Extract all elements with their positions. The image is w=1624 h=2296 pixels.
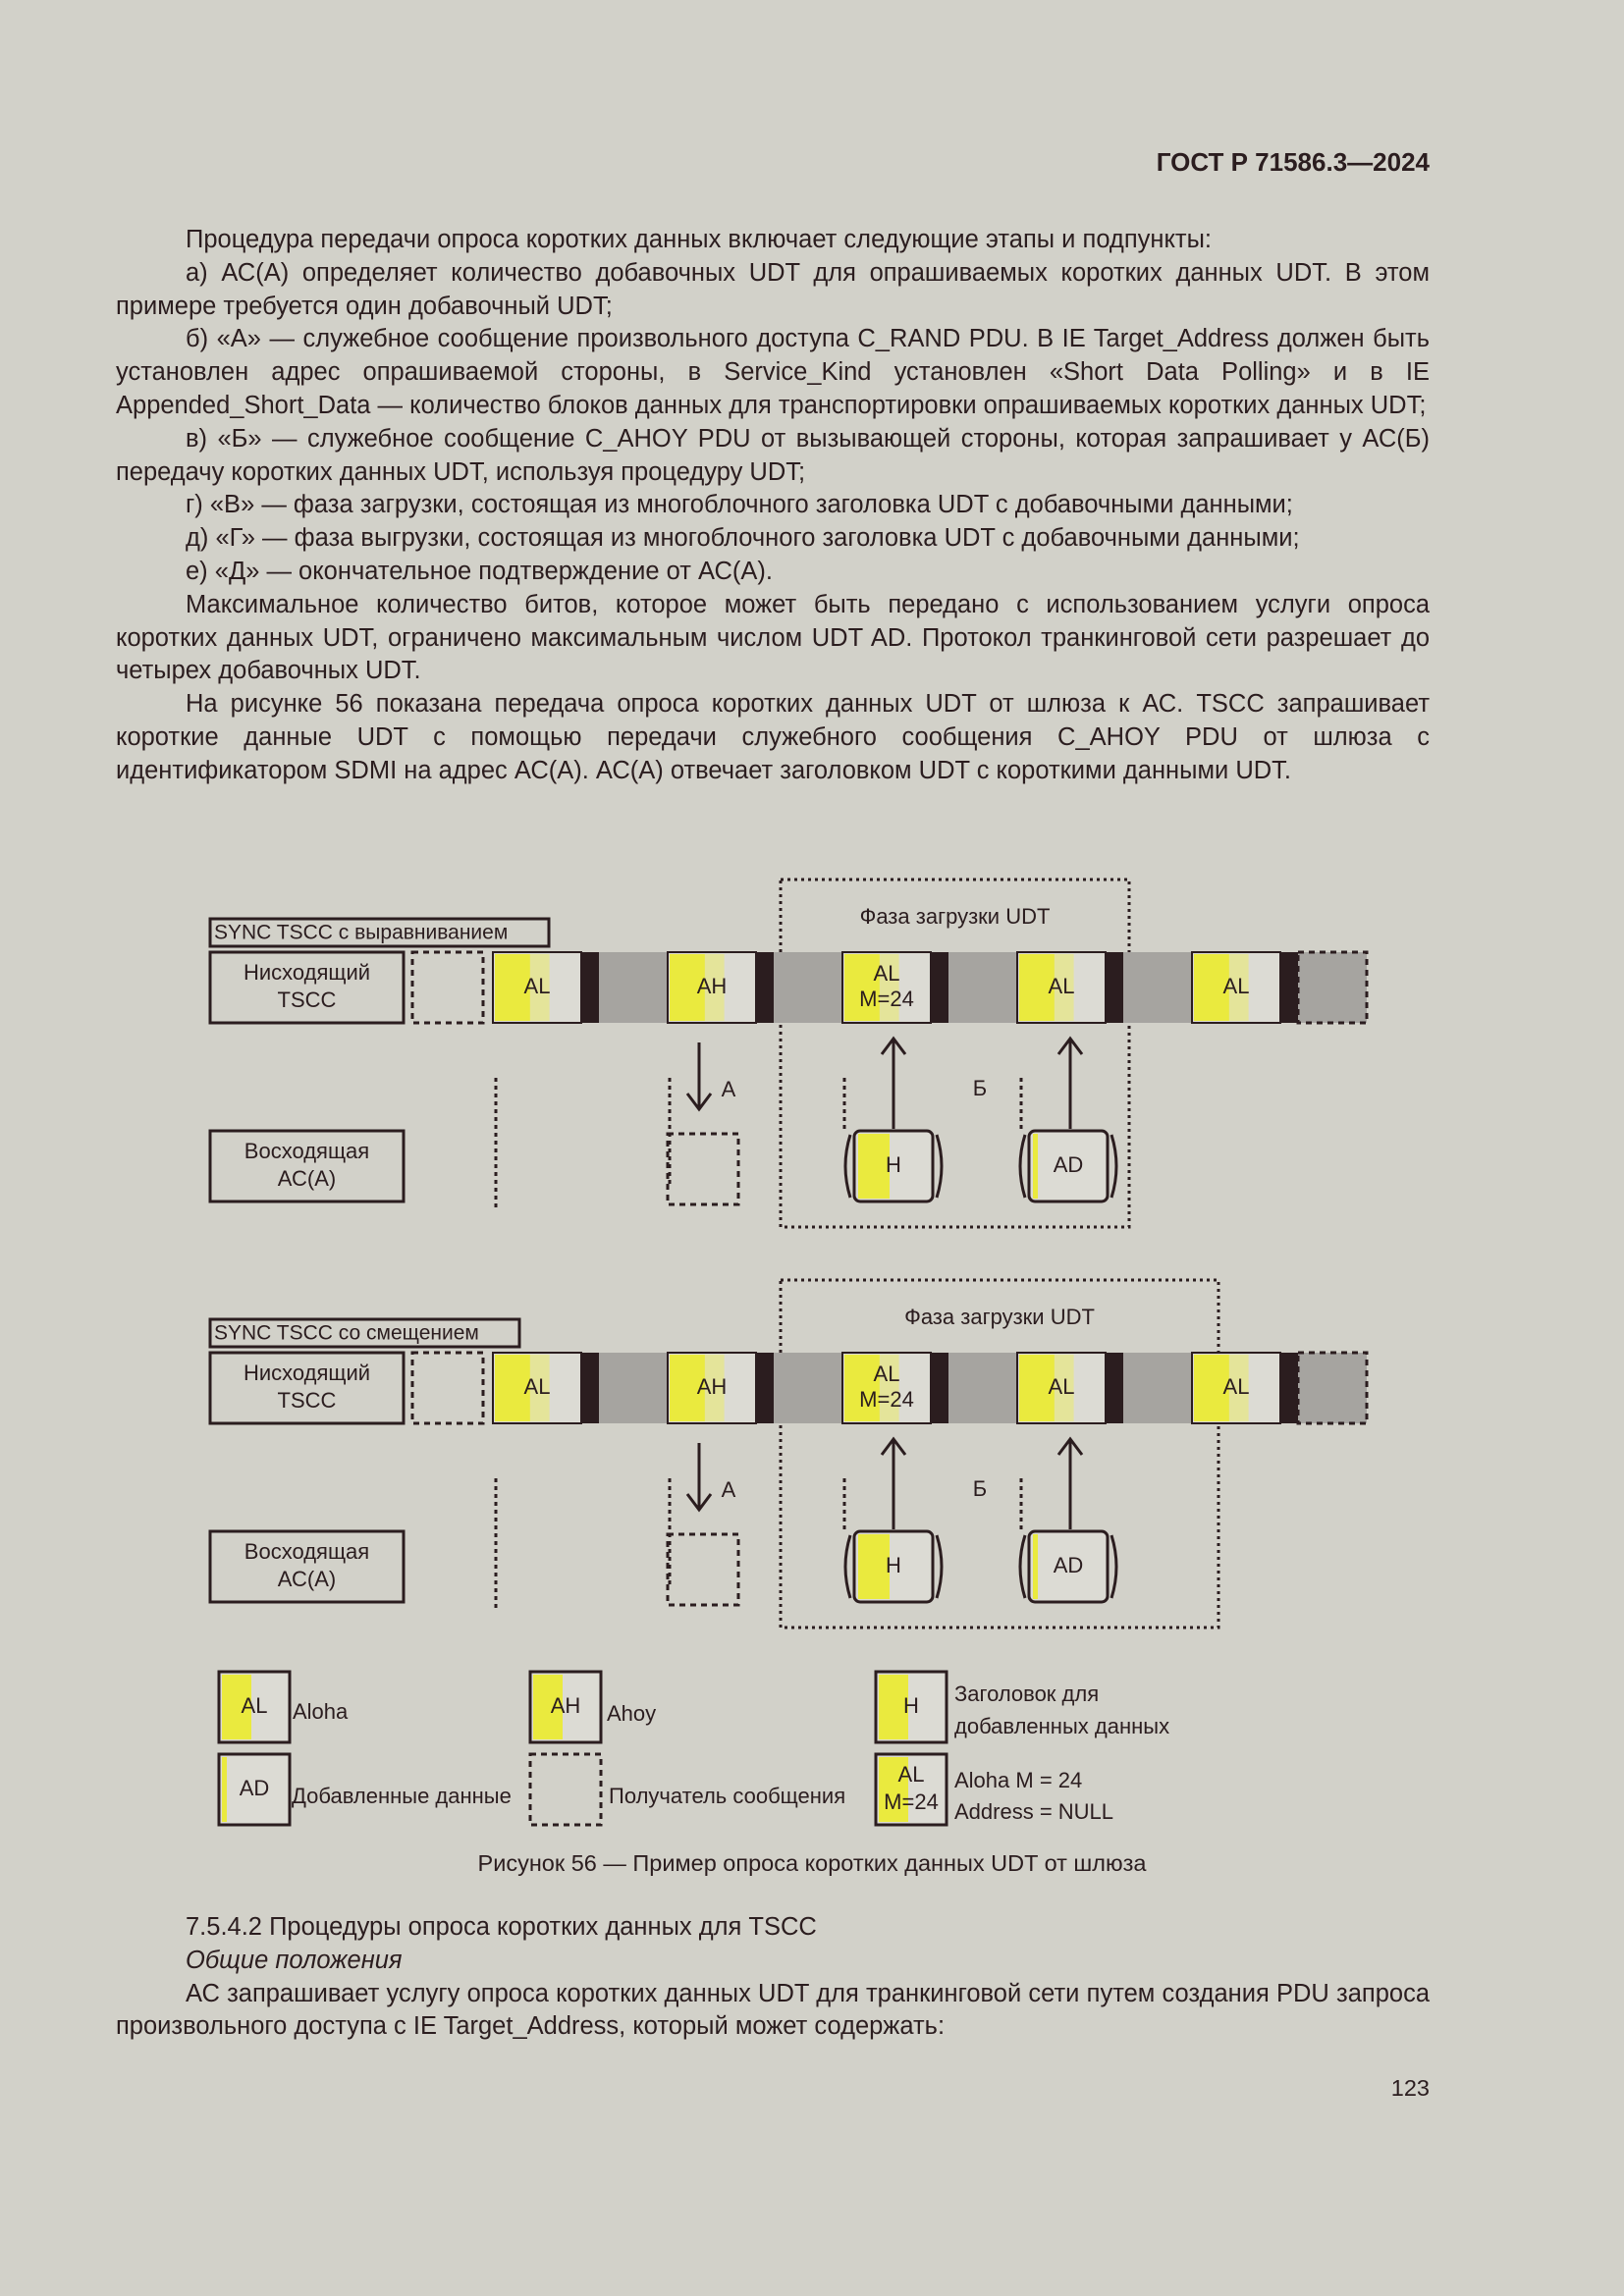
section-7-5-4-2 (116, 1911, 1430, 2044)
burst-label: AL (1222, 1373, 1250, 1399)
sync-block (1106, 1353, 1123, 1423)
sync-block (1280, 952, 1298, 1023)
marker-b: Б (972, 1075, 988, 1100)
uplink-h-label: H (886, 1151, 901, 1177)
uplink-label-text: Восходящая (244, 1538, 370, 1564)
uplink-ad-label: AD (1053, 1151, 1084, 1177)
uplink-h-label: H (886, 1552, 901, 1577)
page-number: 123 (1390, 2075, 1430, 2101)
legend-header-1: Заголовок для (954, 1681, 1100, 1706)
document-id: ГОСТ Р 71586.3—2024 (1156, 147, 1430, 177)
sync-block (581, 952, 599, 1023)
uplink-h-ramp-right (937, 1135, 942, 1198)
phase-label: Фаза загрузки UDT (904, 1304, 1095, 1329)
legend-box-label: AH (550, 1692, 581, 1718)
recipient-box (668, 1134, 738, 1204)
sync-block (756, 952, 774, 1023)
uplink-label-text: АС(А) (277, 1566, 337, 1591)
legend-box-label: AD (239, 1775, 270, 1800)
legend-yellow (222, 1757, 227, 1822)
list-item: б) «А» — служебное сообщение произвольного доступа C_RAND PDU. В IE Target_Address должен быть установлен адрес опрашиваемой стороны, в Service_Kind установлен «Short Data Polling» и в IE Appended_Short_Data — количество блоков данных для транспортировки опрашиваемых коротких данных UDT; (116, 325, 1430, 419)
legend-appended: Добавленные данные (292, 1783, 512, 1808)
list-item: а) АС(А) определяет количество добавочных UDT для опрашиваемых коротких данных UDT. В этом примере требуется один добавочный UDT; (116, 258, 1430, 320)
uplink-ad-yellow (1033, 1534, 1038, 1599)
empty-slot (412, 952, 483, 1023)
list-item: в) «Б» — служебное сообщение C_AHOY PDU от вызывающей стороны, которая запрашивает у АС(Б) передачу коротких данных UDT, используя процедуру UDT; (116, 424, 1430, 486)
uplink-ad-ramp-right (1111, 1135, 1116, 1198)
sync-block (931, 1353, 948, 1423)
legend-box-label: AL (241, 1692, 268, 1718)
sync-block (931, 952, 948, 1023)
legend-aloha: Aloha (293, 1698, 349, 1724)
idle-burst (599, 952, 668, 1023)
burst-label: AL (1048, 1373, 1075, 1399)
paragraph: АС запрашивает услугу опроса коротких данных UDT для транкинговой сети путем создания PDU запроса произвольного доступа с IE Target_Address, который может содержать: (116, 1979, 1430, 2041)
paragraph: Максимальное количество битов, которое может быть передано с использованием услуги опроса коротких данных UDT, ограничено максимальным числом UDT AD. Протокол транкинговой сети разрешает до четырех добавочных UDT. (116, 590, 1430, 685)
legend-box-label: M=24 (884, 1789, 939, 1814)
legend (187, 1644, 1384, 1841)
idle-burst (1298, 1353, 1367, 1423)
downlink-label-text: TSCC (277, 987, 337, 1012)
sync-block (756, 1353, 774, 1423)
uplink-label-text: Восходящая (244, 1138, 370, 1163)
legend-m24-1: Aloha M = 24 (954, 1767, 1083, 1792)
legend-box-label: H (903, 1692, 919, 1718)
uplink-h-ramp-left (845, 1135, 850, 1198)
list-item: г) «В» — фаза загрузки, состоящая из многоблочного заголовка UDT с добавочными данными; (186, 491, 1293, 519)
uplink-h-ramp-right (937, 1535, 942, 1598)
phase-label: Фаза загрузки UDT (859, 903, 1051, 929)
uplink-ad-ramp-right (1111, 1535, 1116, 1598)
section-subheading: Общие положения (186, 1946, 403, 1974)
diagram-aligned (187, 864, 1384, 1256)
list-item: е) «Д» — окончательное подтверждение от АС(А). (186, 557, 773, 585)
paragraph: Процедура передачи опроса коротких данных включает следующие этапы и подпункты: (186, 226, 1212, 253)
burst-label: M=24 (859, 1386, 914, 1412)
intro-text (116, 224, 1430, 788)
uplink-label-text: АС(А) (277, 1165, 337, 1191)
uplink-ad-ramp-left (1020, 1535, 1025, 1598)
figure-56 (187, 864, 1384, 1865)
uplink-ad-yellow (1033, 1134, 1038, 1199)
burst-label: AL (523, 1373, 551, 1399)
sync-title: SYNC TSCC со смещением (214, 1321, 479, 1345)
diagram-offset (187, 1264, 1384, 1657)
idle-burst (1123, 1353, 1192, 1423)
recipient-box (668, 1534, 738, 1605)
burst-label: M=24 (859, 986, 914, 1011)
downlink-label-text: TSCC (277, 1387, 337, 1413)
idle-burst (774, 1353, 842, 1423)
idle-burst (948, 952, 1017, 1023)
sync-block (581, 1353, 599, 1423)
idle-burst (1298, 952, 1367, 1023)
list-item: д) «Г» — фаза выгрузки, состоящая из многоблочного заголовка UDT с добавочными данными; (186, 524, 1300, 553)
burst-label: AH (696, 973, 728, 998)
downlink-label-text: Нисходящий (243, 1360, 371, 1385)
burst-label: AL (1222, 973, 1250, 998)
idle-burst (774, 952, 842, 1023)
uplink-ad-ramp-left (1020, 1135, 1025, 1198)
burst-label: AL (873, 960, 900, 986)
downlink-label-text: Нисходящий (243, 959, 371, 985)
marker-a: А (721, 1076, 736, 1101)
legend-recipient: Получатель сообщения (609, 1783, 846, 1808)
figure-caption: Рисунок 56 — Пример опроса коротких данных UDT от шлюза (477, 1850, 1147, 1876)
legend-recipient-box (530, 1754, 601, 1825)
idle-burst (1123, 952, 1192, 1023)
legend-header-2: добавленных данных (954, 1713, 1170, 1738)
sync-title: SYNC TSCC с выравниванием (214, 921, 509, 944)
sync-block (1280, 1353, 1298, 1423)
legend-ahoy: Ahoy (607, 1700, 657, 1726)
idle-burst (948, 1353, 1017, 1423)
burst-label: AL (873, 1361, 900, 1386)
section-heading: 7.5.4.2 Процедуры опроса коротких данных для TSCC (186, 1913, 817, 1941)
legend-m24-2: Address = NULL (954, 1798, 1114, 1824)
legend-box-label: AL (897, 1761, 925, 1787)
burst-label: AL (1048, 973, 1075, 998)
burst-label: AH (696, 1373, 728, 1399)
marker-b: Б (972, 1475, 988, 1501)
idle-burst (599, 1353, 668, 1423)
sync-block (1106, 952, 1123, 1023)
marker-a: А (721, 1476, 736, 1502)
uplink-ad-label: AD (1053, 1552, 1084, 1577)
uplink-h-ramp-left (845, 1535, 850, 1598)
paragraph: На рисунке 56 показана передача опроса коротких данных UDT от шлюза к АС. TSCC запрашивает короткие данные UDT с помощью передачи служебного сообщения C_AHOY PDU от шлюза с идентификатором SDMI на адрес АС(А). АС(А) отвечает заголовком UDT с короткими данными UDT. (116, 690, 1430, 784)
empty-slot (412, 1353, 483, 1423)
burst-label: AL (523, 973, 551, 998)
